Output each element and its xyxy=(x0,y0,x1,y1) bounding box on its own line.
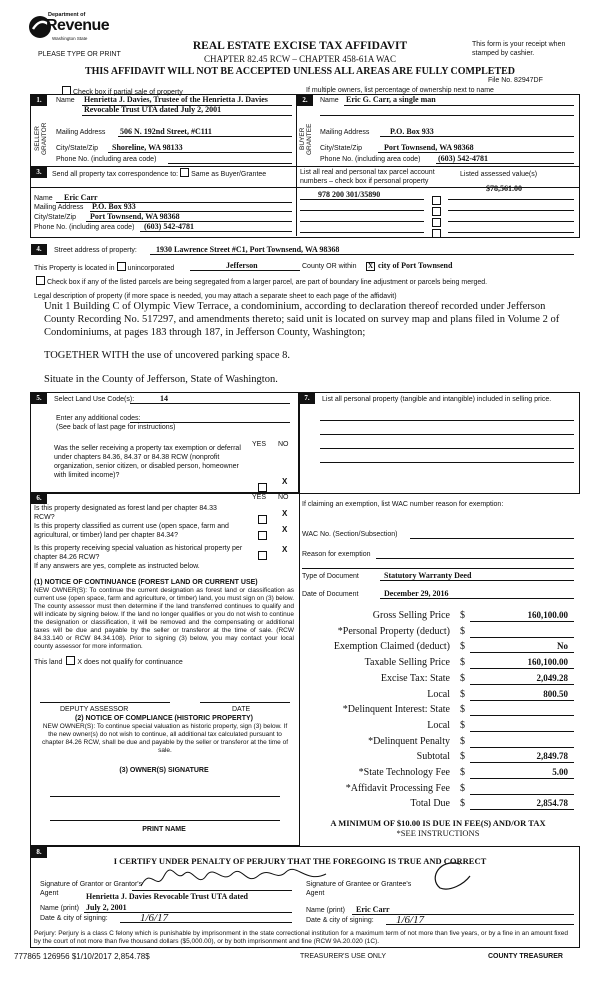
tax-row-line xyxy=(470,621,574,622)
dollar-sign: $ xyxy=(460,720,465,731)
buyer-phone-label: Phone No. (including area code) xyxy=(320,156,421,163)
grantee-date: 1/6/17 xyxy=(396,914,425,926)
dollar-sign: $ xyxy=(460,641,465,652)
city-checkbox[interactable]: X xyxy=(367,262,374,270)
unincorporated-checkbox[interactable] xyxy=(117,262,126,271)
buyer-phone: (603) 542-4781 xyxy=(438,154,488,163)
revenue-logo xyxy=(28,12,110,44)
parcel-number: 978 200 301/35890 xyxy=(318,190,381,199)
if-any-note: If any answers are yes, complete as instructed below. xyxy=(34,563,200,570)
tax-row-label: *Delinquent Penalty xyxy=(368,736,450,747)
notice-1-text: NEW OWNER(S): To continue the current designation as forest land or classification as current use (open space, farm and agriculture, or timber) land, you must sign on (3) below. The county assessor must then determine if the land transferred continues to qualify and will indicate by signing below. If the land no longer qualifies or you do not wish to continue the designation or classification, it will be removed and the compensating or additional taxes will be due and payable by the seller or transferor at the time of sale. (RCW 84.33.140 or RCW 84.34.108). Prior to signing (3) below, you may contact your local county assessor for more information. xyxy=(34,587,294,650)
dollar-sign: $ xyxy=(460,626,465,637)
forest-no-mark: X xyxy=(282,509,288,518)
corr-city: Port Townsend, WA 98368 xyxy=(90,212,180,221)
exemption-question: Was the seller receiving a property tax exemption or deferral under chapters 84.36, 84.37 or 84.38 RCW (nonprofit organization, senior citizen, or disabled person, homeowner with limited income)? xyxy=(54,445,241,479)
perjury-note: Perjury: Perjury is a class C felony which is punishable by imprisonment in the state correctional institution for a maximum term of not more than five years, or by a fine in an amount fixed by the court of not more than five thousand dollars ($5,000.00), or by both imprisonment and fine (RCW 9A.20.020 (1C). xyxy=(34,930,568,945)
certify-statement: I CERTIFY UNDER PENALTY OF PERJURY THAT THE FOREGOING IS TRUE AND CORRECT xyxy=(113,856,487,866)
grantor-date: 1/6/17 xyxy=(140,912,169,924)
tax-row-line xyxy=(470,731,574,732)
section-4-number: 4. xyxy=(31,244,47,255)
reason-label: Reason for exemption xyxy=(302,551,371,558)
current-use-question: Is this property classified as current use (open space, farm and agricultural, or timber) land per chapter 84.34? xyxy=(34,523,229,539)
tax-row-value: 2,854.78 xyxy=(536,798,568,808)
tax-row-label: Excise Tax: State xyxy=(380,673,450,684)
tax-row-line xyxy=(470,700,574,701)
parcel-personal-checkbox-4[interactable] xyxy=(430,224,443,242)
tax-row-value: 160,100.00 xyxy=(527,657,568,667)
tax-row-line xyxy=(470,809,574,810)
historic-question: Is this property receiving special valuation as historical property per chapter 84.26 RCW? xyxy=(34,545,243,561)
corr-mailing-label: Mailing Address xyxy=(34,204,84,211)
buyer-side-label: BUYER GRANTEE xyxy=(299,123,313,155)
segregated-row: Check box if any of the listed parcels are being segregated from a larger parcel, are part of boundary line adjustment or parcels being merged. xyxy=(34,276,487,287)
corr-mailing: P.O. Box 933 xyxy=(92,202,136,211)
dollar-sign: $ xyxy=(460,751,465,762)
does-qualify-checkbox[interactable] xyxy=(66,656,75,665)
tax-row-label: Total Due xyxy=(410,798,450,809)
property-county: Jefferson xyxy=(226,261,258,270)
dollar-sign: $ xyxy=(460,767,465,778)
deputy-assessor-label: DEPUTY ASSESSOR xyxy=(60,706,129,713)
additional-codes-label: Enter any additional codes: xyxy=(56,415,141,422)
section-5-no: NO xyxy=(278,441,289,448)
buyer-city-label: City/State/Zip xyxy=(320,145,363,152)
logo-dept: Department of xyxy=(48,12,86,18)
continuance-row: This land X does not qualify for continuance xyxy=(34,656,183,667)
doc-type: Statutory Warranty Deed xyxy=(384,571,472,580)
tax-row-label: Exemption Claimed (deduct) xyxy=(333,641,450,652)
section-6-no: NO xyxy=(278,494,289,501)
dollar-sign: $ xyxy=(460,610,465,621)
tax-row-label: Local xyxy=(427,720,450,731)
partial-sale-row: Check box if partial sale of property xyxy=(60,86,183,97)
corr-name-label: Name xyxy=(34,195,53,202)
tax-row-value: No xyxy=(557,641,568,651)
form-warning: THIS AFFIDAVIT WILL NOT BE ACCEPTED UNLESS ALL AREAS ARE FULLY COMPLETED xyxy=(84,66,516,77)
buyer-name: Eric G. Carr, a single man xyxy=(346,95,436,104)
current-use-no-mark: X xyxy=(282,525,288,534)
historic-no-mark: X xyxy=(282,545,288,554)
tax-row-label: Subtotal xyxy=(416,751,450,762)
corr-city-label: City/State/Zip xyxy=(34,214,77,221)
located-row: This Property is located in unincorporated xyxy=(34,262,174,273)
tax-row-value: 5.00 xyxy=(552,767,568,777)
same-as-buyer-checkbox[interactable] xyxy=(180,168,189,177)
tax-row-label: *Delinquent Interest: State xyxy=(342,704,450,715)
assessed-header: Listed assessed value(s) xyxy=(460,171,538,178)
notice-1-title: (1) NOTICE OF CONTINUANCE (FOREST LAND OR CURRENT USE) xyxy=(34,579,258,586)
property-city: city of Port Townsend xyxy=(378,261,453,270)
tax-row-value: 800.50 xyxy=(543,689,568,699)
seller-name: Henrietta J. Davies, Trustee of the Henrietta J. Davies Revocable Trust UTA dated July 2, 2001 xyxy=(84,95,268,114)
dollar-sign: $ xyxy=(460,657,465,668)
grantee-print-name: Eric Carr xyxy=(356,905,390,914)
street-label: Street address of property: xyxy=(54,247,137,254)
assessor-date-label: DATE xyxy=(232,706,251,713)
form-subtitle: CHAPTER 82.45 RCW – CHAPTER 458-61A WAC xyxy=(204,54,396,64)
section-8-number: 8. xyxy=(31,847,47,858)
grantor-name-label: Name (print) xyxy=(40,905,79,912)
grantee-signature xyxy=(420,858,490,894)
minimum-due-note: A MINIMUM OF $10.00 IS DUE IN FEE(S) AND/OR TAX xyxy=(330,818,546,828)
grantor-date-label: Date & city of signing: xyxy=(40,915,108,922)
tax-row-value: 2,049.28 xyxy=(536,673,568,683)
corr-name: Eric Carr xyxy=(64,193,98,202)
buyer-name-label: Name xyxy=(320,97,339,104)
forest-question: Is this property designated as forest land per chapter 84.33 RCW? xyxy=(34,505,217,521)
historic-yes-checkbox[interactable] xyxy=(256,546,269,564)
parcel-header: List all real and personal tax parcel account numbers – check box if personal property xyxy=(300,169,435,185)
legal-label: Legal description of property (if more space is needed, you may attach a separate sheet to each page of the affidavit) xyxy=(34,293,397,300)
dollar-sign: $ xyxy=(460,704,465,715)
land-use-label: Select Land Use Code(s): xyxy=(54,396,135,403)
tax-row-label: *Personal Property (deduct) xyxy=(337,626,450,637)
exemption-wac-label: If claiming an exemption, list WAC number reason for exemption: xyxy=(302,501,504,508)
section-5-number: 5. xyxy=(31,393,47,404)
tax-row-line xyxy=(470,715,574,716)
exemption-no-mark: X xyxy=(282,477,288,486)
logo-word: Revenue xyxy=(46,17,110,34)
file-number: File No. 82947DF xyxy=(488,77,543,84)
tax-row-label: Gross Selling Price xyxy=(372,610,450,621)
legal-description: Unit 1 Building C of Olympic View Terrace, a condominium, according to declaration thereof recorded under Jefferson County Recording No. 517297, and amendments thereto; said unit is located on survey map and plans filed in Volume 2 of Condominiums, at pages 183 through 187, in Jefferson County, Washington; xyxy=(44,301,560,338)
tax-row-line xyxy=(470,747,574,748)
tax-row-line xyxy=(470,778,574,779)
seller-mailing: 506 N. 192nd Street, #C111 xyxy=(120,127,212,136)
tax-row-line xyxy=(470,652,574,653)
corr-phone: (603) 542-4781 xyxy=(144,222,194,231)
grantor-print-name: July 2, 2001 xyxy=(86,903,127,912)
tax-row-line xyxy=(470,668,574,669)
section-3-number: 3. xyxy=(31,167,47,178)
cashier-stamp: 777865 126956 $1/10/2017 2,854.78$ xyxy=(14,952,150,961)
dollar-sign: $ xyxy=(460,673,465,684)
seller-city: Shoreline, WA 98133 xyxy=(112,143,183,152)
grantor-trust-name: Henrietta J. Davies Revocable Trust UTA dated xyxy=(86,892,248,901)
form-title: REAL ESTATE EXCISE TAX AFFIDAVIT xyxy=(192,40,408,52)
tax-row-line xyxy=(470,762,574,763)
buyer-city: Port Townsend, WA 98368 xyxy=(384,143,474,152)
dollar-sign: $ xyxy=(460,783,465,794)
segregated-checkbox[interactable] xyxy=(36,276,45,285)
print-note: PLEASE TYPE OR PRINT xyxy=(38,51,121,58)
tax-row-label: Local xyxy=(427,689,450,700)
dollar-sign: $ xyxy=(460,798,465,809)
see-back-note: (See back of last page for instructions) xyxy=(56,424,176,431)
section-7-box xyxy=(298,392,580,494)
tax-row-label: *State Technology Fee xyxy=(358,767,450,778)
print-name-label: PRINT NAME xyxy=(142,826,186,833)
section-6-number: 6. xyxy=(31,493,47,504)
multiple-owners-note: If multiple owners, list percentage of ownership next to name xyxy=(306,87,494,94)
personal-property-label: List all personal property (tangible and intangible) included in selling price. xyxy=(322,396,552,403)
tax-row-line xyxy=(470,684,574,685)
notice-2-title: (2) NOTICE OF COMPLIANCE (HISTORIC PROPERTY) xyxy=(75,715,253,722)
logo-state: Washington State xyxy=(52,36,88,41)
section-2-number: 2. xyxy=(297,95,313,106)
property-street: 1930 Lawrence Street #C1, Port Townsend, WA 98368 xyxy=(156,245,340,254)
grantee-signature-label: Signature of Grantee or Grantee's Agent xyxy=(306,881,412,897)
tax-row-value: 2,849.78 xyxy=(536,751,568,761)
tax-row-line xyxy=(470,794,574,795)
seller-city-label: City/State/Zip xyxy=(56,145,99,152)
notice-2-text: NEW OWNER(S): To continue special valuation as historic property, sign (3) below. If the new owner(s) do not wish to continue, all additional tax calculated pursuant to chapter 84.26 RCW, shall be due and payable by the seller or transferor at the time of sale. xyxy=(41,723,289,754)
corr-phone-label: Phone No. (including area code) xyxy=(34,224,135,231)
legal-situate: Situate in the County of Jefferson, State of Washington. xyxy=(44,374,278,385)
correspondence-label: Send all property tax correspondence to: Same as Buyer/Grantee xyxy=(52,168,266,179)
doc-type-label: Type of Document xyxy=(302,573,359,580)
wac-number-label: WAC No. (Section/Subsection) xyxy=(302,531,398,538)
seller-side-label: SELLER GRANTOR xyxy=(34,122,48,156)
doc-date-label: Date of Document xyxy=(302,591,359,598)
county-or-within: County OR within xyxy=(302,263,357,270)
dollar-sign: $ xyxy=(460,689,465,700)
see-instructions-note: *SEE INSTRUCTIONS xyxy=(396,828,480,838)
doc-date: December 29, 2016 xyxy=(384,589,449,598)
tax-row-label: *Affidavit Processing Fee xyxy=(345,783,450,794)
current-use-yes-checkbox[interactable] xyxy=(256,526,269,544)
buyer-mailing-label: Mailing Address xyxy=(320,129,370,136)
section-6-yes: YES xyxy=(252,494,267,501)
dollar-sign: $ xyxy=(460,736,465,747)
treasurer-use-label: TREASURER'S USE ONLY xyxy=(300,953,387,960)
buyer-mailing: P.O. Box 933 xyxy=(390,127,434,136)
section-5-yes: YES xyxy=(252,441,267,448)
tax-row-line xyxy=(470,637,574,638)
grantee-date-label: Date & city of signing: xyxy=(306,917,374,924)
owner-signature-label: (3) OWNER(S) SIGNATURE xyxy=(119,767,209,774)
grantor-signature-label: Signature of Grantor or Grantor's Agent xyxy=(40,881,143,897)
county-treasurer-label: COUNTY TREASURER xyxy=(488,953,563,960)
section-7-number: 7. xyxy=(299,393,315,404)
tax-row-value: 160,100.00 xyxy=(527,610,568,620)
land-use-code: 14 xyxy=(160,394,168,403)
receipt-note: This form is your receipt when stamped by cashier. xyxy=(472,41,566,57)
tax-row-label: Taxable Selling Price xyxy=(364,657,450,668)
legal-together: TOGETHER WITH the use of uncovered parking space 8. xyxy=(44,350,290,361)
seller-mailing-label: Mailing Address xyxy=(56,129,106,136)
section-1-number: 1. xyxy=(31,95,47,106)
grantee-name-label: Name (print) xyxy=(306,907,345,914)
seller-phone-label: Phone No. (including area code) xyxy=(56,156,157,163)
seller-name-label: Name xyxy=(56,97,75,104)
assessed-value: $78,561.00 xyxy=(486,184,522,193)
